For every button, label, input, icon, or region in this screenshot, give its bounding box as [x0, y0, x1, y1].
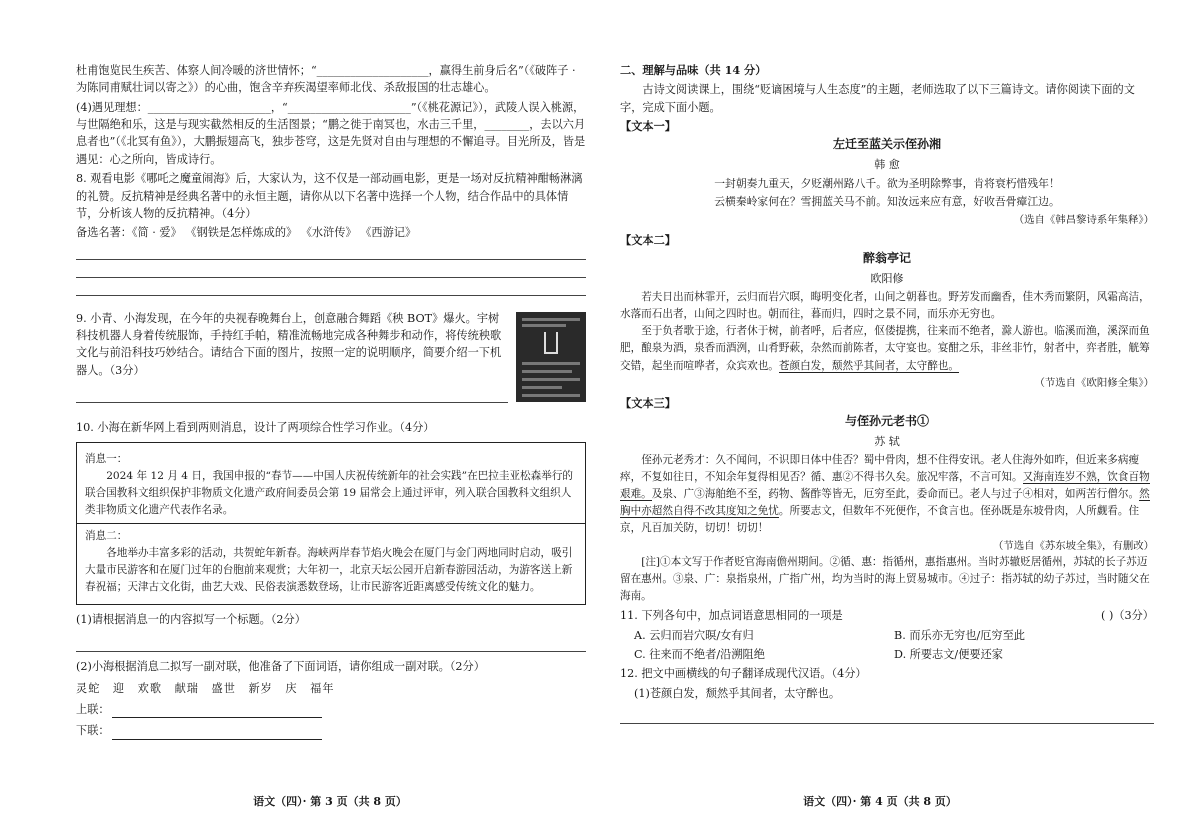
question-11: 11. 下列各句中，加点词语意思相同的一项是 ( )（3分）: [620, 607, 1154, 624]
shanglian-label: 上联：: [76, 702, 110, 716]
question-12: 12. 把文中画横线的句子翻译成现代汉语。（4分）: [620, 667, 867, 681]
poem-line-2: 云横秦岭家何在？雪拥蓝关马不前。知汝远来应有意，好收吾骨瘴江边。: [714, 195, 1060, 209]
question-10: 10. 小海在新华网上看到两则消息，设计了两项综合性学习作业。（4分）: [76, 421, 435, 435]
section-intro: 古诗文阅读课上，围绕“贬谪困境与人生态度”的主题，老师选取了以下三篇诗文。请你阅读下面的文字，完成下面小题。: [620, 83, 1135, 114]
page-footer: 语文（四）· 第 4 页（共 8 页）: [803, 794, 957, 808]
text-2-para-2: 至于负者歌于途，行者休于树，前者呼，后者应，伛偻提携，往来而不绝者，滁人游也。临溪而渔，溪深而鱼肥，酿泉为酒，泉香而酒洌，山肴野蔌，杂然而前陈者，太守宴也。宴酣之乐，非丝非竹，射者中，弈者胜，觥筹交错，起坐而喧哗者，众宾欢也。苍颜白发，颓然乎其间者，太守醉也。: [620, 325, 1150, 372]
text-2-label: 【文本二】: [620, 232, 676, 247]
poem-line-1: 一封朝奏九重天，夕贬潮州路八千。欲为圣明除弊事，肯将衰朽惜残年！: [714, 177, 1060, 191]
page-footer: 语文（四）· 第 3 页（共 8 页）: [253, 794, 407, 808]
answer-line[interactable]: [620, 710, 1154, 724]
message-2-text: 各地举办丰富多彩的活动，共贺蛇年新春。海峡两岸春节焰火晚会在厦门与金门两地同时启动，吸引大量市民游客和在厦门过年的台胞前来观赏；大年初一，北京天坛公园开启新春游园活动，为游客送上新春祝福；天津古文化街，曲艺大戏、民俗表演悉数登场，让市民游客近距离感受传统文化的魅力。: [85, 547, 573, 593]
answer-line[interactable]: [76, 282, 586, 296]
xialian-input[interactable]: [112, 728, 322, 740]
answer-line[interactable]: [76, 389, 508, 403]
news-messages-box: [76, 442, 586, 605]
text-1-author: 韩 愈: [874, 158, 900, 172]
right-page: [600, 0, 1200, 826]
fill-blank-paragraph-2: (4)遇见理想：______________________，“______________________”（《桃花源记》），武陵人误入桃源，与世隔绝和乐，这是与现实截然相反的生活图景；“鹏之徙于南冥也，水击三千里，________，去以六月息者也”（《北冥有鱼》），大鹏振翅高飞，独步苍穹，这是先贤对自由与理想的不懈追寻。目光所及，皆是遇见：心之所向，皆成诗行。: [76, 100, 586, 166]
question-12-1: (1)苍颜白发，颓然乎其间者，太守醉也。: [634, 686, 841, 700]
answer-line[interactable]: [76, 246, 586, 260]
xialian-label: 下联：: [76, 724, 110, 738]
underlined-sentence: 然胸中亦超然自得不改其度知之免忧: [620, 488, 1150, 518]
question-8: 8. 观看电影《哪吒之魔童闹海》后，大家认为，这不仅是一部动画电影，更是一场对反抗精神酣畅淋漓的礼赞。反抗精神是经典名著中的永恒主题，请你从以下名著中选择一个人物，结合作品中的具体情节，分析该人物的反抗精神。（4分）: [76, 172, 583, 220]
annotation-note: [注]①本文写于作者贬官海南儋州期间。②循、惠：指循州，惠指惠州。当时苏辙贬居循州，苏轼的长子苏迈留在惠州。③泉、广：泉指泉州，广指广州，均为当时的海上贸易城市。④过子：指苏轼的幼子苏过，当时随父在海南。: [620, 555, 1150, 603]
text-1-title: 左迁至蓝关示侄孙湘: [832, 137, 941, 152]
answer-line[interactable]: [76, 264, 586, 278]
option-c[interactable]: C. 往来而不绝者/沿溯阻绝: [634, 647, 765, 661]
text-3-source: （节选自《苏东坡全集》，有删改）: [992, 539, 1154, 552]
text-3-label: 【文本三】: [620, 395, 676, 410]
question-10-2: (2)小海根据消息二拟写一副对联，他准备了下面词语，请你组成一副对联。（2分）: [76, 660, 485, 674]
text-2-author: 欧阳修: [870, 271, 904, 285]
fill-blank-paragraph-1: 杜甫饱览民生疾苦、体察人间冷暖的济世情怀；“____________________，赢得生前身后名”（《破阵子 · 为陈同甫赋壮词以寄之》）的心曲，饱含辛弃疾渴望率师北伐、杀敌报国的壮志雄心。: [76, 64, 576, 95]
option-b[interactable]: B. 而乐亦无穷也/厄穷至此: [894, 628, 1025, 642]
question-11-score: ( )（3分）: [1101, 609, 1154, 623]
question-8-options: 备选名著：《简 · 爱》 《钢铁是怎样炼成的》 《水浒传》 《西游记》: [76, 226, 417, 240]
question-9: 9. 小青、小海发现，在今年的央视春晚舞台上，创意融合舞蹈《秧 BOT》爆火。宇树科技机器人身着传统服饰，手持红手帕，精准流畅地完成各种舞步和动作，将传统秧歌文化与前沿科技巧妙结合。请结合下面的图片，按照一定的说明顺序，简要介绍一下机器人。（3分）: [76, 311, 502, 377]
message-1-title: 消息一：: [85, 453, 128, 466]
text-2-source: （节选自《欧阳修全集》）: [1034, 376, 1154, 389]
option-d[interactable]: D. 所要志文/便要还家: [894, 647, 1003, 661]
robot-figure-image: [516, 312, 586, 402]
text-1-label: 【文本一】: [620, 119, 676, 134]
option-a[interactable]: A. 云归而岩穴暝/女有归: [634, 628, 754, 642]
underlined-sentence: 苍颜白发，颓然乎其间者，太守醉也。: [778, 359, 959, 372]
answer-line[interactable]: [76, 638, 586, 652]
text-2-para-1: 若夫日出而林霏开，云归而岩穴暝，晦明变化者，山间之朝暮也。野芳发而幽香，佳木秀而繁阴，风霜高洁，水落而石出者，山间之四时也。朝而往，暮而归，四时之景不同，而乐亦无穷也。: [620, 290, 1150, 321]
text-1-source: （选自《韩昌黎诗系年集释》）: [1013, 213, 1154, 226]
text-2-title: 醉翁亭记: [862, 251, 911, 266]
question-9-block: [76, 310, 586, 403]
question-10-1: (1)请根据消息一的内容拟写一个标题。（2分）: [76, 612, 306, 626]
message-2-title: 消息二：: [85, 530, 128, 543]
message-1-text: 2024 年 12 月 4 日，我国申报的“春节——中国人庆祝传统新年的社会实践”在巴拉圭亚松森举行的联合国教科文组织保护非物质文化遗产政府间委员会第 19 届常会上通过评审，列入联合国教科文组织人类非物质文化遗产代表作名录。: [85, 470, 574, 517]
shanglian-input[interactable]: [112, 706, 322, 718]
question-11-options: [620, 627, 1154, 664]
underlined-sentence: 又海南连岁不熟，饮食百物艰难。: [620, 470, 1150, 501]
text-3-body: 侄孙元老秀才：久不闻问，不识即日体中佳否？蜀中骨肉，想不住得安讯。老人住海外如昨，但近来多病瘦瘁，不复如往日，不知余年复得相见否？循、惠②不得书久矣。旅况牢落，不言可知。又海南连岁不熟，饮食百物艰难。及泉、广③海舶绝不至，药物、酱酢等皆无，厄穷至此，委命而已。老人与过子④相对，如两苦行僧尔。然胸中亦超然自得不改其度知之免忧。所要志文，但数年不死便作，不食言也。侄孙既是东坡骨肉，人所觑看。住京，凡百加关防，切切！切切！: [620, 453, 1150, 535]
text-3-title: 与侄孙元老书①: [844, 414, 929, 429]
section-heading: 二、理解与品味（共 14 分）: [620, 63, 767, 77]
word-bank: 灵蛇 迎 欢歌 献瑞 盛世 新岁 庆 福年: [76, 681, 335, 695]
text-3-author: 苏 轼: [874, 434, 900, 448]
